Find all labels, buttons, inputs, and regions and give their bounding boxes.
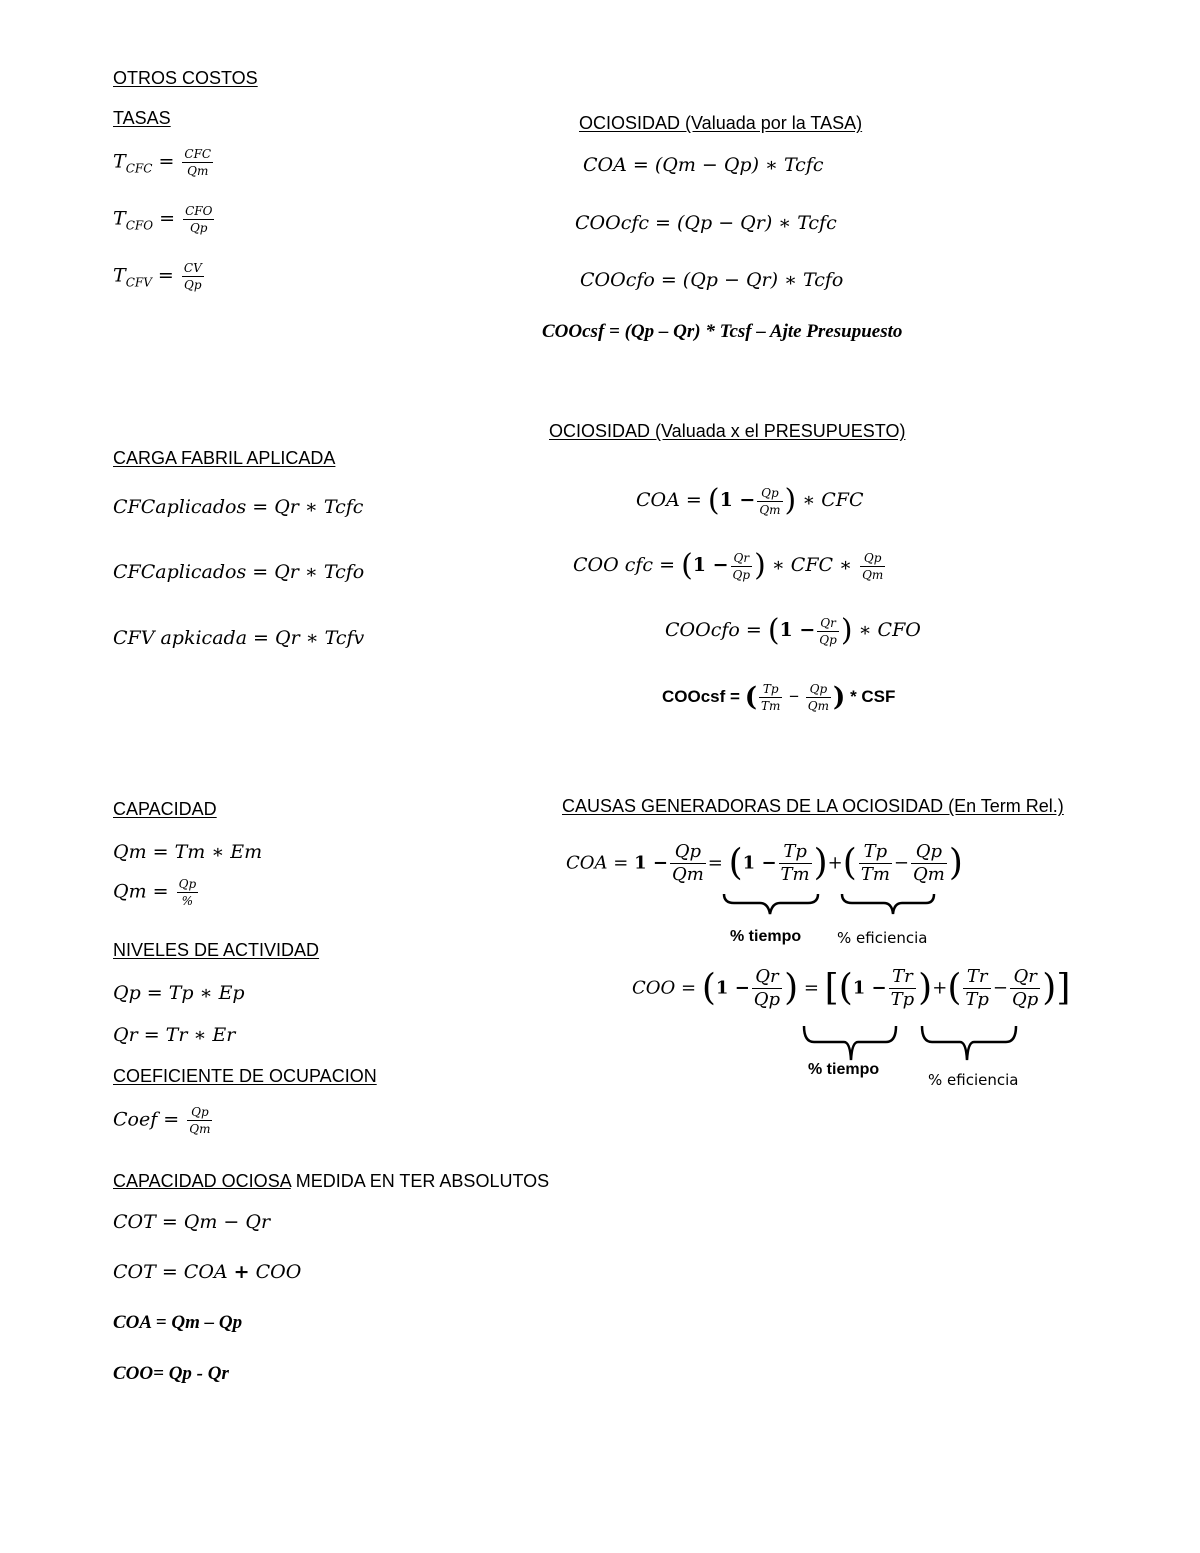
formula-qp: Qp = Tp ∗ Ep [113,982,245,1004]
label-coa-tiempo: % tiempo [730,928,802,945]
formula-cot-2: COT = COA + COO [113,1261,302,1283]
formula-coef: Coef = $\frac{Qp}{Qm}$ [113,1105,211,1136]
formula-coocfo-tasa: COOcfo = (Qp − Qr) ∗ Tcfo [580,269,844,291]
heading-capacidad: CAPACIDAD [113,799,217,819]
formula-coocsf-tasa: COOcsf = (Qp – Qr) * Tcsf – Ajte Presupuesto [542,321,903,342]
formula-coocfo-presupuesto: COOcfo = (1 − $\frac{Qr}{Qp}$ ) ∗ CFO [665,613,921,648]
formula-coa-presupuesto: COA = (1 − $\frac{Qp}{Qm}$ ) ∗ CFC [636,483,864,518]
formula-qr: Qr = Tr ∗ Er [113,1024,236,1046]
formula-tasa-cfv: $T_{CFV}$ = $\frac{CV}{Qp}$ [113,261,202,292]
heading-niveles: NIVELES DE ACTIVIDAD [113,940,320,960]
heading-causas: CAUSAS GENERADORAS DE LA OCIOSIDAD (En Term Rel.) [562,796,1064,816]
formula-tasa-cfo: $T_{CFO}$ = CFO Qp [113,204,213,235]
heading-tasas: TASAS [113,108,171,128]
formula-cfv-aplicada: CFV apkicada = Qr ∗ Tcfv [113,627,365,649]
heading-ociosidad-tasa: OCIOSIDAD (Valuada por la TASA) [579,113,863,133]
heading-otros-costos: OTROS COSTOS [113,68,258,88]
brace-coa [720,890,945,930]
heading-carga-fabril: CARGA FABRIL APLICADA [113,448,336,468]
label-coo-tiempo: % tiempo [808,1061,880,1078]
formula-causas-coa: COA = 1 − $\frac{Qp}{Qm}$ = (1 − $\frac{Tp}{Tm}$ )+( $\frac{Tp}{Tm}$ − $\frac{Qp}{Qm}$ ) [566,841,963,885]
formula-cfc-aplicados-cfo: CFCaplicados = Qr ∗ Tcfo [113,561,365,583]
formula-tasa-cfc: $T_{CFC}$ = CFC Qm [113,147,212,178]
formula-coa-abs: COA = Qm – Qp [113,1312,243,1333]
label-coa-eficiencia: % eficiencia [837,929,928,947]
heading-capacidad-ociosa: CAPACIDAD OCIOSA MEDIDA EN TER ABSOLUTOS [113,1171,550,1191]
formula-coa-tasa: COA = (Qm − Qp) ∗ Tcfc [583,154,824,176]
formula-causas-coo: COO = (1 − $\frac{Qr}{Qp}$ ) = [(1 − $\frac{Tr}{Tp}$ )+( $\frac{Tr}{Tp}$ − $\frac{Qr}{Qp}$ )] [632,966,1071,1010]
heading-coeficiente: COEFICIENTE DE OCUPACION [113,1066,377,1086]
formula-qm-tm-em: Qm = Tm ∗ Em [113,841,263,863]
formula-coo-cfc-presupuesto: COO cfc = (1 − $\frac{Qr}{Qp}$ ) ∗ CFC ∗ $\frac{Qp}{Qm}$ [573,548,884,583]
formula-coocsf-presupuesto: COOcsf = ( $\frac{Tp}{Tm}$ − $\frac{Qp}{Qm}$ ) * CSF [662,682,896,713]
formula-coo-abs: COO= Qp - Qr [113,1363,229,1384]
formula-cfc-aplicados-cfc: CFCaplicados = Qr ∗ Tcfc [113,496,364,518]
heading-ociosidad-presupuesto: OCIOSIDAD (Valuada x el PRESUPUESTO) [549,421,906,441]
formula-coocfc-tasa: COOcfc = (Qp − Qr) ∗ Tcfc [575,212,837,234]
formula-cot-1: COT = Qm − Qr [113,1211,271,1233]
label-coo-eficiencia: % eficiencia [928,1071,1019,1089]
formula-qm-qp-pct: Qm = Qp % [113,877,197,908]
